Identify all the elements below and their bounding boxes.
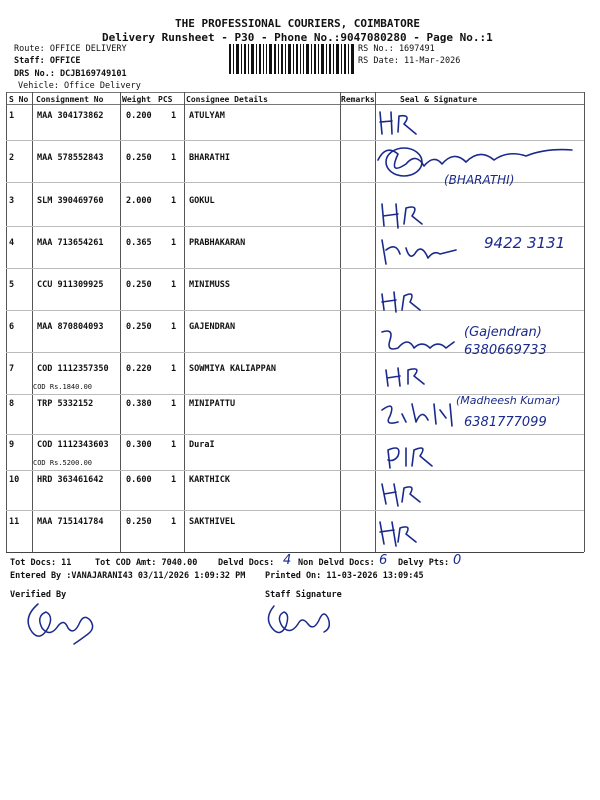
row-consignee: DuraI (189, 440, 215, 450)
row-sno: 7 (9, 364, 15, 374)
rs-number: RS No.: 1697491 (358, 44, 435, 54)
row-pcs: 1 (171, 153, 177, 163)
signature-column-ink (376, 104, 584, 552)
row-consignee: BHARATHI (189, 153, 230, 163)
handwritten-bharathi: (BHARATHI) (444, 173, 515, 187)
row-sno: 5 (9, 280, 15, 290)
row-weight: 2.000 (126, 196, 152, 206)
company-name: THE PROFESSIONAL COURIERS, COIMBATORE (175, 17, 421, 30)
handwritten-phone-1: 9422 3131 (484, 234, 566, 252)
row-sno: 9 (9, 440, 15, 450)
row-consignee: ATULYAM (189, 111, 225, 121)
row-weight: 0.380 (126, 399, 152, 409)
row-consignment: SLM 390469760 (37, 196, 104, 206)
printed-on: Printed On: 11-03-2026 13:09:45 (265, 571, 424, 581)
handwritten-madheesh: (Madheesh Kumar) (456, 394, 561, 407)
row-weight: 0.300 (126, 440, 152, 450)
row-sno: 3 (9, 196, 15, 206)
col-consignment: Consignment No (36, 95, 104, 104)
row-weight: 0.250 (126, 517, 152, 527)
rs-date: RS Date: 11-Mar-2026 (358, 56, 461, 66)
delivered-docs-label: Delvd Docs: (218, 558, 275, 568)
col-weight: Weight (122, 95, 151, 104)
delivery-points-value: 0 (453, 553, 462, 568)
row-pcs: 1 (171, 475, 177, 485)
handwritten-phone-2: 6380669733 (464, 343, 547, 358)
row-weight: 0.250 (126, 322, 152, 332)
col-signature: Seal & Signature (400, 95, 478, 104)
row-consignment: COD 1112343603 (37, 440, 109, 450)
row-weight: 0.200 (126, 111, 152, 121)
row-sno: 8 (9, 399, 15, 409)
row-consignment: MAA 715141784 (37, 517, 104, 527)
staff-signature (262, 600, 342, 642)
row-sno: 10 (9, 475, 20, 485)
row-consignee: MINIMUSS (189, 280, 230, 290)
handwritten-gajendran: (Gajendran) (464, 325, 542, 340)
row-cod-amount: COD Rs.1840.00 (33, 383, 93, 391)
handwritten-phone-3: 6381777099 (464, 415, 547, 430)
col-sno: S No (9, 95, 29, 104)
barcode (229, 44, 356, 74)
drs-number: DRS No.: DCJB169749101 (14, 69, 127, 79)
row-consignee: GOKUL (189, 196, 215, 206)
row-weight: 0.250 (126, 280, 152, 290)
non-delivered-docs-label: Non Delvd Docs: (298, 558, 375, 568)
row-consignment: MAA 578552843 (37, 153, 104, 163)
row-sno: 11 (9, 517, 20, 527)
total-docs: Tot Docs: 11 (10, 558, 72, 568)
row-consignment: HRD 363461642 (37, 475, 104, 485)
row-pcs: 1 (171, 517, 177, 527)
row-cod-amount: COD Rs.5200.00 (33, 459, 93, 467)
row-pcs: 1 (171, 196, 177, 206)
entered-by: Entered By :VANAJARANI43 03/11/2026 1:09:32 PM (10, 571, 246, 581)
row-pcs: 1 (171, 238, 177, 248)
staff: Staff: OFFICE (14, 56, 81, 66)
row-weight: 0.600 (126, 475, 152, 485)
row-weight: 0.250 (126, 153, 152, 163)
col-remarks: Remarks (341, 95, 375, 104)
route: Route: OFFICE DELIVERY (14, 44, 127, 54)
row-sno: 6 (9, 322, 15, 332)
col-pcs: PCS (158, 95, 173, 104)
delivered-docs-value: 4 (283, 553, 292, 568)
row-sno: 1 (9, 111, 15, 121)
row-consignee: KARTHICK (189, 475, 230, 485)
row-consignment: MAA 713654261 (37, 238, 104, 248)
row-consignment: TRP 5332152 (37, 399, 94, 409)
row-consignee: MINIPATTU (189, 399, 236, 409)
row-pcs: 1 (171, 280, 177, 290)
vehicle: Vehicle: Office Delivery (18, 81, 141, 91)
row-consignment: COD 1112357350 (37, 364, 109, 374)
row-pcs: 1 (171, 440, 177, 450)
col-consignee: Consignee Details (186, 95, 268, 104)
verified-by-label: Verified By (10, 590, 67, 600)
row-weight: 0.365 (126, 238, 152, 248)
row-consignee: SOWMIYA KALIAPPAN (189, 364, 276, 374)
row-pcs: 1 (171, 364, 177, 374)
row-consignment: MAA 870804093 (37, 322, 104, 332)
total-cod-amount: Tot COD Amt: 7040.00 (95, 558, 198, 568)
row-weight: 0.220 (126, 364, 152, 374)
row-pcs: 1 (171, 399, 177, 409)
verified-by-signature (18, 598, 108, 648)
row-consignee: PRABHAKARAN (189, 238, 246, 248)
row-consignment: CCU 911309925 (37, 280, 104, 290)
row-consignee: GAJENDRAN (189, 322, 236, 332)
row-sno: 2 (9, 153, 15, 163)
staff-signature-label: Staff Signature (265, 590, 342, 600)
row-sno: 4 (9, 238, 15, 248)
runsheet-title: Delivery Runsheet - P30 - Phone No.:9047080280 - Page No.:1 (102, 31, 493, 44)
row-consignee: SAKTHIVEL (189, 517, 236, 527)
row-pcs: 1 (171, 111, 177, 121)
row-pcs: 1 (171, 322, 177, 332)
row-consignment: MAA 304173862 (37, 111, 104, 121)
delivery-points-label: Delvy Pts: (398, 558, 450, 568)
non-delivered-docs-value: 6 (379, 553, 388, 568)
